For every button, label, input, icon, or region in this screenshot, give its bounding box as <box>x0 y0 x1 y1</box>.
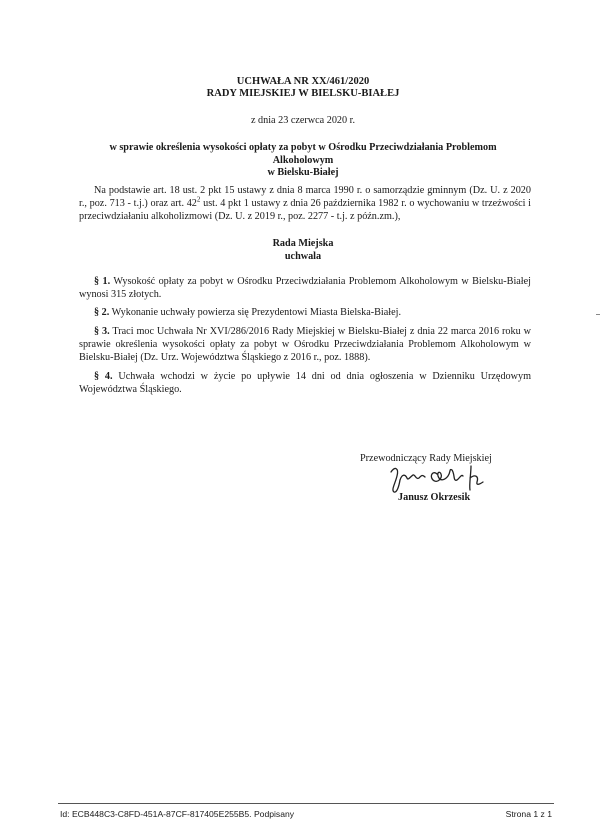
resolution-date: z dnia 23 czerwca 2020 r. <box>250 115 356 126</box>
subject-line-1: w sprawie określenia wysokości opłaty za pobyt w Ośrodku Przeciwdziałania Problemom Alkoholowym <box>109 142 497 166</box>
page-number: Strona 1 z 1 <box>505 809 552 819</box>
resolution-title <box>0 76 606 100</box>
signatory-name: Janusz Okrzesik <box>398 492 471 503</box>
legal-basis-text-b: ust. 4 pkt 1 ustawy z dnia 26 października 1982 r. o wychowaniu w trzeźwości i przeciwdziałaniu alkoholizmowi (Dz. U. z 2019 r., poz. 2277 - t.j. z późn.zm.), <box>79 198 532 222</box>
legal-basis <box>79 184 531 223</box>
paragraph-2 <box>79 306 531 319</box>
paragraph-text: Traci moc Uchwała Nr XVI/286/2016 Rady Miejskiej w Bielsku-Białej z dnia 22 marca 2016 roku w sprawie określenia wysokości opłaty za pobyt w Ośrodku Przeciwdziałania Problemom Alkoholowym w Bielsku-Białej (Dz. Urz. Województwa Śląskiego z 2016 r., poz. 1888). <box>79 326 531 363</box>
decides-heading: uchwala <box>284 250 322 262</box>
paragraph-number: § 1. <box>94 276 111 287</box>
paragraph-text: Uchwała wchodzi w życie po upływie 14 dni od dnia ogłoszenia w Dzienniku Urzędowym Województwa Śląskiego. <box>79 371 532 395</box>
signatory-role: Przewodniczący Rady Miejskiej <box>360 453 492 464</box>
paragraph-text: Wykonanie uchwały powierza się Prezydentowi Miasta Bielska-Białej. <box>109 307 402 318</box>
document-id: Id: ECB448C3-C8FD-451A-87CF-817405E255B5. Podpisany <box>60 809 295 819</box>
decision-heading <box>0 238 606 263</box>
council-heading: Rada Miejska <box>272 238 334 249</box>
resolution-number: UCHWAŁA NR XX/461/2020 <box>236 76 370 87</box>
legal-basis-superscript: 2 <box>196 195 201 204</box>
paragraph-3 <box>79 325 531 364</box>
margin-mark <box>596 314 600 315</box>
paragraph-1 <box>79 275 531 301</box>
paragraph-number: § 3. <box>94 326 110 337</box>
legal-basis-text-a: Na podstawie art. 18 ust. 2 pkt 15 ustawy z dnia 8 marca 1990 r. o samorządzie gminnym (Dz. U. z 2020 r., poz. 713 - t.j.) oraz art. 42 <box>79 185 531 209</box>
paragraph-text: Wysokość opłaty za pobyt w Ośrodku Przeciwdziałania Problemom Alkoholowym w Bielsku-Białej wynosi 315 złotych. <box>79 276 531 300</box>
resolution-subject <box>80 142 526 180</box>
paragraph-4 <box>79 370 531 396</box>
paragraph-number: § 4. <box>94 371 113 382</box>
council-name: RADY MIEJSKIEJ W BIELSKU-BIAŁEJ <box>206 88 400 99</box>
paragraph-number: § 2. <box>94 307 110 318</box>
footer-divider <box>58 803 554 804</box>
subject-line-2: w Bielsku-Białej <box>267 167 339 178</box>
